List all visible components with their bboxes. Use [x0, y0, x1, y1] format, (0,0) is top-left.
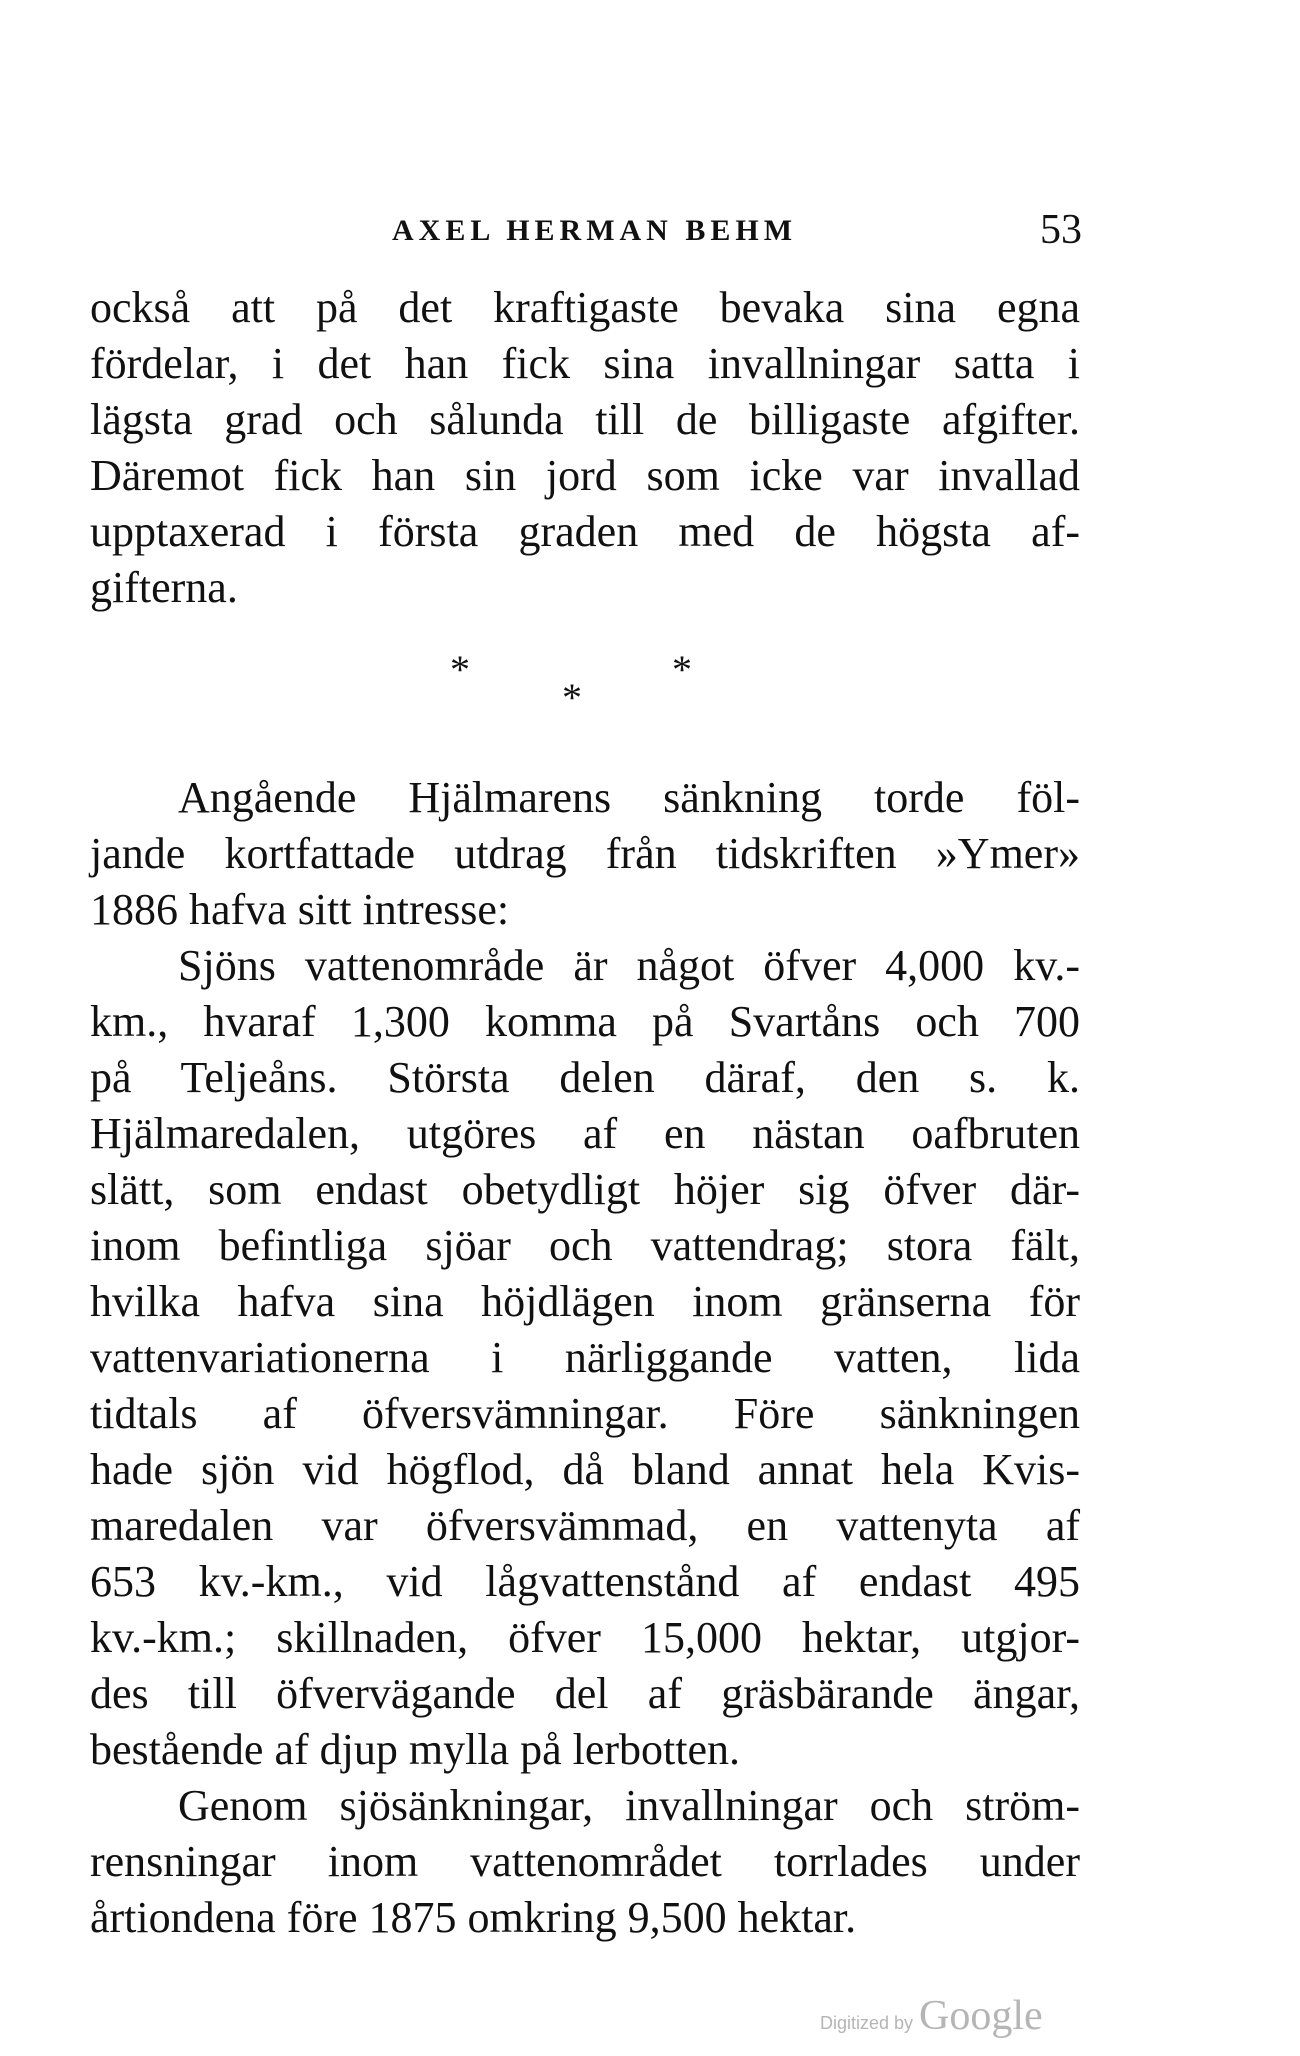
- text-line: inom befintliga sjöar och vattendrag; stora fält,: [90, 1221, 1080, 1270]
- text-line: 1886 hafva sitt intresse:: [90, 885, 510, 934]
- text-line: Angående Hjälmarens sänkning torde föl-: [178, 773, 1080, 822]
- text-line: jande kortfattade utdrag från tidskriften »Ymer»: [90, 829, 1080, 878]
- text-line: km., hvaraf 1,300 komma på Svartåns och 700: [90, 997, 1080, 1046]
- text-line: Hjälmaredalen, utgöres af en nästan oafbruten: [90, 1109, 1080, 1158]
- text-line: hade sjön vid högflod, då bland annat hela Kvis-: [90, 1445, 1080, 1494]
- text-line: hvilka hafva sina höjdlägen inom gränserna för: [90, 1277, 1080, 1326]
- text-line: Däremot fick han sin jord som icke var invallad: [90, 451, 1080, 500]
- text-line: på Teljeåns. Största delen däraf, den s. k.: [90, 1053, 1080, 1102]
- text-line: årtiondena före 1875 omkring 9,500 hektar.: [90, 1893, 857, 1942]
- watermark-prefix: Digitized by: [820, 2013, 914, 2033]
- text-line: Genom sjösänkningar, invallningar och ström-: [178, 1781, 1080, 1830]
- text-line: Sjöns vattenområde är något öfver 4,000 kv.-: [178, 941, 1080, 990]
- running-title: AXEL HERMAN BEHM: [392, 214, 798, 247]
- page-number: 53: [1040, 207, 1082, 253]
- asterisk-glyph: *: [450, 647, 470, 692]
- text-line: rensningar inom vattenområdet torrlades under: [90, 1837, 1080, 1886]
- digitized-by-watermark: [820, 1992, 1100, 2042]
- text-line: tidtals af öfversvämningar. Före sänkningen: [90, 1389, 1080, 1438]
- watermark-brand: Google: [919, 1993, 1043, 2039]
- text-line: 653 kv.-km., vid lågvattenstånd af endast 495: [90, 1557, 1080, 1606]
- text-line: gifterna.: [90, 563, 238, 612]
- text-line: maredalen var öfversvämmad, en vattenyta af: [90, 1501, 1080, 1550]
- asterism-separator: [450, 647, 730, 730]
- text-line: upptaxerad i första graden med de högsta af-: [90, 507, 1080, 556]
- text-line: bestående af djup mylla på lerbotten.: [90, 1725, 740, 1774]
- text-line: fördelar, i det han fick sina invallningar satta i: [90, 339, 1080, 388]
- asterisk-glyph: *: [562, 675, 582, 720]
- text-line: des till öfvervägande del af gräsbärande ängar,: [90, 1669, 1080, 1718]
- text-line: också att på det kraftigaste bevaka sina egna: [90, 283, 1080, 332]
- text-line: lägsta grad och sålunda till de billigaste afgifter.: [90, 395, 1080, 444]
- text-line: vattenvariationerna i närliggande vatten, lida: [90, 1333, 1080, 1382]
- text-line: slätt, som endast obetydligt höjer sig öfver där-: [90, 1165, 1080, 1214]
- asterisk-glyph: *: [672, 647, 692, 692]
- running-head: [392, 206, 1082, 256]
- text-line: kv.-km.; skillnaden, öfver 15,000 hektar, utgjor-: [90, 1613, 1080, 1662]
